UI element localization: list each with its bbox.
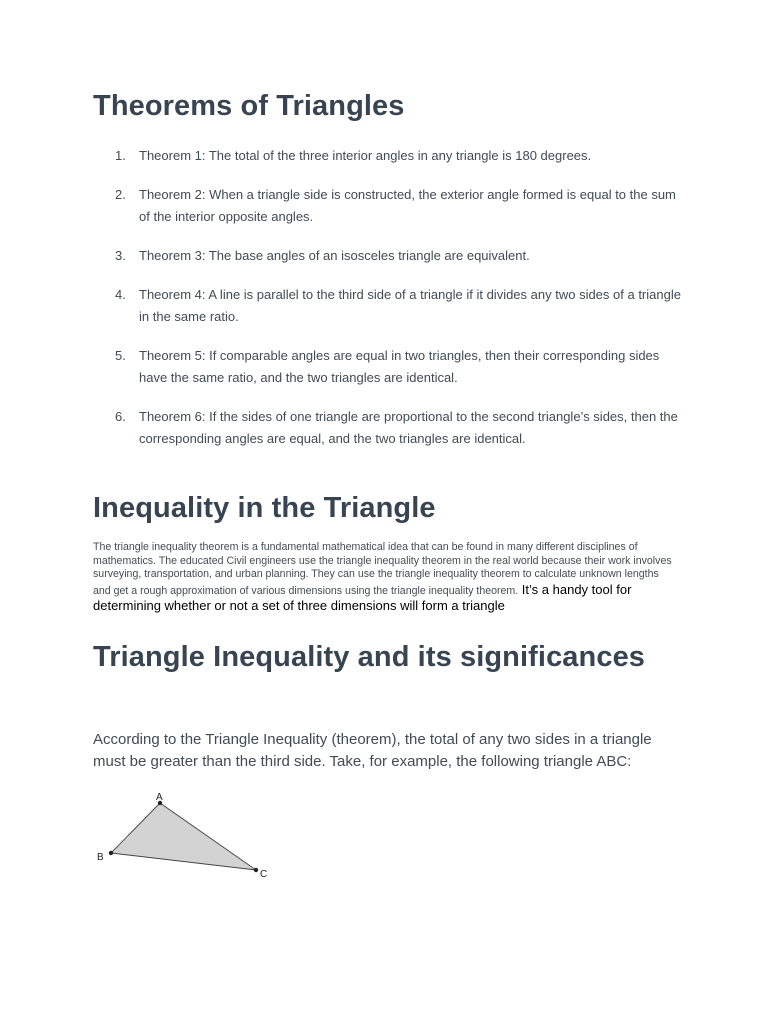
vertex-c-label: C bbox=[260, 869, 268, 880]
list-number: 5. bbox=[115, 348, 126, 363]
theorem-text: Theorem 3: The base angles of an isosceles triangle are equivalent. bbox=[139, 248, 530, 263]
theorem-text: Theorem 5: If comparable angles are equal in two triangles, then their corresponding sides have the same ratio, and the two triangles are identical. bbox=[139, 348, 660, 385]
theorem-item bbox=[93, 245, 683, 267]
inequality-paragraph bbox=[93, 541, 673, 615]
list-number: 3. bbox=[115, 248, 126, 263]
significance-heading: Triangle Inequality and its significances bbox=[93, 641, 646, 673]
theorem-item bbox=[93, 406, 683, 450]
theorem-text: Theorem 1: The total of the three interior angles in any triangle is 180 degrees. bbox=[139, 148, 592, 163]
inequality-heading: Inequality in the Triangle bbox=[93, 492, 436, 524]
list-number: 4. bbox=[115, 287, 126, 302]
triangle-shape bbox=[111, 803, 256, 870]
theorem-item bbox=[93, 145, 683, 167]
list-number: 6. bbox=[115, 409, 126, 424]
theorems-heading: Theorems of Triangles bbox=[93, 90, 405, 122]
vertex-b-dot bbox=[109, 851, 113, 855]
theorem-list bbox=[93, 145, 683, 467]
vertex-c-dot bbox=[254, 868, 258, 872]
theorem-item bbox=[93, 284, 683, 328]
theorem-item bbox=[93, 184, 683, 228]
list-number: 1. bbox=[115, 148, 126, 163]
significance-paragraph: According to the Triangle Inequality (theorem), the total of any two sides in a triangle must be greater than the third side. Take, for example, the following triangle ABC: bbox=[93, 731, 652, 770]
triangle-abc-figure bbox=[93, 786, 293, 886]
inequality-paragraph-tail: It’s a handy tool for determining whether or not a set of three dimensions will form a triangle bbox=[93, 581, 632, 614]
inequality-paragraph-body: The triangle inequality theorem is a fundamental mathematical idea that can be found in many different disciplines of mathematics. The educated Civil engineers use the triangle inequality theorem in the real world because their work involves surveying, transportation, and urban planning. They can use the triangle inequality theorem to calculate unknown lengths and get a rough approximation of various dimensions using the triangle inequality theorem. bbox=[93, 541, 672, 597]
theorem-item bbox=[93, 345, 683, 389]
theorem-text: Theorem 6: If the sides of one triangle are proportional to the second triangle’s sides, then the corresponding angles are equal, and the two triangles are identical. bbox=[139, 409, 678, 446]
vertex-b-label: B bbox=[97, 852, 104, 863]
vertex-a-label: A bbox=[156, 792, 163, 803]
theorem-text: Theorem 2: When a triangle side is constructed, the exterior angle formed is equal to the sum of the interior opposite angles. bbox=[139, 187, 676, 224]
list-number: 2. bbox=[115, 187, 126, 202]
theorem-text: Theorem 4: A line is parallel to the third side of a triangle if it divides any two sides of a triangle in the same ratio. bbox=[139, 287, 681, 324]
triangle-diagram bbox=[93, 786, 293, 886]
